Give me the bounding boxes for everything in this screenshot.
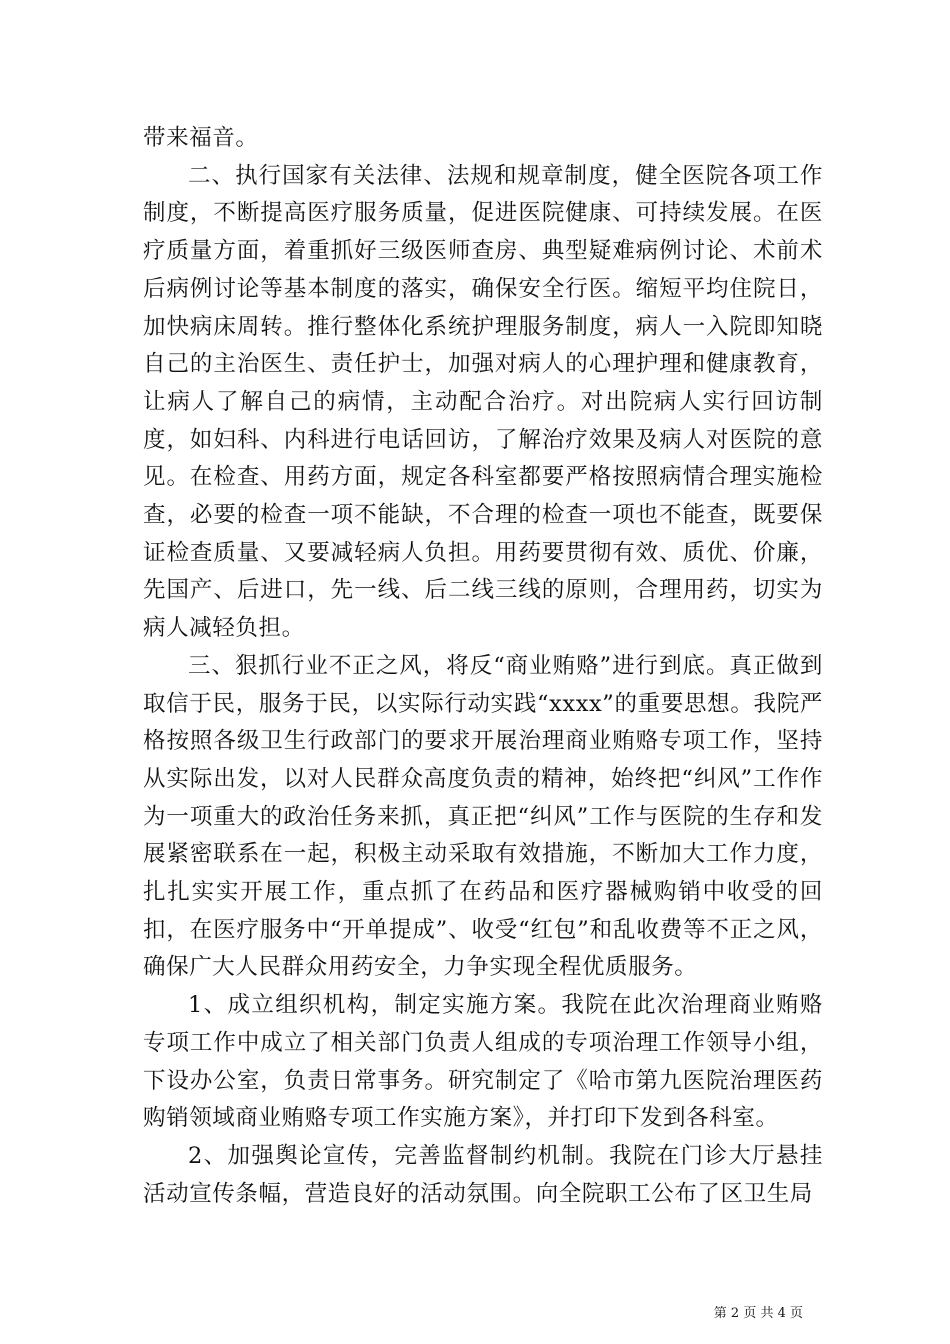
paragraph-item-2: 2、加强舆论宣传，完善监督制约机制。我院在门诊大厅悬挂活动宣传条幅，营造良好的活动氛围。向全院职工公布了区卫生局 [143,1142,823,1207]
paragraph-section-3: 三、狠抓行业不正之风，将反“商业贿赂”进行到底。真正做到取信于民，服务于民，以实际行动实践“xxxx”的重要思想。我院严格按照各级卫生行政部门的要求开展治理商业贿赂专项工作，坚持从实际出发，以对人民群众高度负责的精神，始终把“纠风”工作作为一项重大的政治任务来抓，真正把“纠风”工作与医院的生存和发展紧密联系在一起，积极主动采取有效措施，不断加大工作力度，扎扎实实开展工作，重点抓了在药品和医疗器械购销中收受的回扣，在医疗服务中“开单提成”、收受“红包”和乱收费等不正之风，确保广大人民群众用药安全，力争实现全程优质服务。 [143,652,823,981]
paragraph-item-1: 1、成立组织机构，制定实施方案。我院在此次治理商业贿赂专项工作中成立了相关部门负责人组成的专项治理工作领导小组，下设办公室，负责日常事务。研究制定了《哈市第九医院治理医药购销领域商业贿赂专项工作实施方案》，并打印下发到各科室。 [143,992,823,1132]
paragraph-continuation: 带来福音。 [143,125,259,151]
page-number-footer: 第 2 页 共 4 页 [713,1306,803,1321]
document-body [143,120,823,1213]
paragraph-section-2: 二、执行国家有关法律、法规和规章制度，健全医院各项工作制度，不断提高医疗服务质量，促进医院健康、可持续发展。在医疗质量方面，着重抓好三级医师查房、典型疑难病例讨论、术前术后病例讨论等基本制度的落实，确保安全行医。缩短平均住院日，加快病床周转。推行整体化系统护理服务制度，病人一入院即知晓自己的主治医生、责任护士，加强对病人的心理护理和健康教育，让病人了解自己的病情，主动配合治疗。对出院病人实行回访制度，如妇科、内科进行电话回访，了解治疗效果及病人对医院的意见。在检查、用药方面，规定各科室都要严格按照病情合理实施检查，必要的检查一项不能缺，不合理的检查一项也不能查，既要保证检查质量、又要减轻病人负担。用药要贯彻有效、质优、价廉，先国产、后进口，先一线、后二线三线的原则，合理用药，切实为病人减轻负担。 [143,162,823,642]
